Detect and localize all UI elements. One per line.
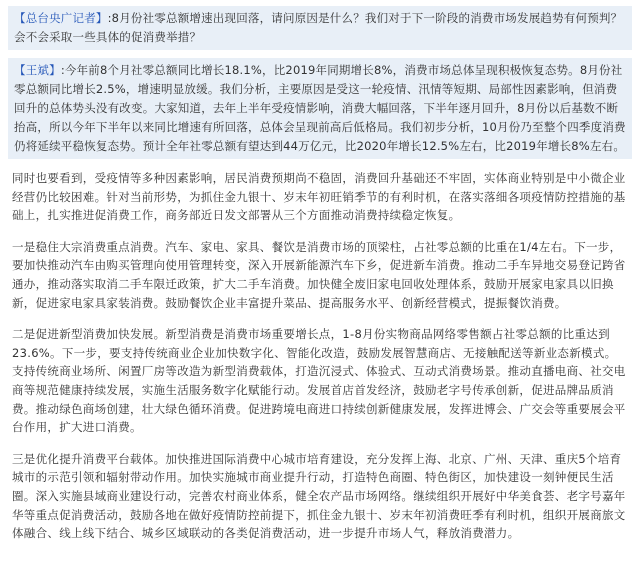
answer-text: :今年前8个月社零总额同比增长18.1%，比2019年同期增长8%，消费市场总体呈现积极恢复态势。8月份社零总额同比增长2.5%，增速明显放缓。我们分析，主要原因是受这一轮疫情、汛情等短期、局部性因素影响，但消费回升的总体势头没有改变。大家知道，去年上半年受疫情影响，消费大幅回落，下半年逐月回升，8月份以后基数不断抬高，所以今年下半年以来同比增速有所回落，总体会呈现前高后低格局。我们初步分析，10月份乃至整个四季度消费仍将延续平稳恢复态势。预计全年社零总额有望达到44万亿元，比2020年增长12.5%左右，比2019年增长8%左右。 <box>14 63 626 153</box>
paragraph-context: 同时也要看到，受疫情等多种因素影响，居民消费预期尚不稳固，消费回升基础还不牢固，实体商业特别是中小微企业经营仍比较困难。针对当前形势，为抓住金九银十、岁末年初旺销季节的有利时机，在落实落细各项疫情防控措施的基础上，扎实推进促消费工作，商务部近日发文部署从三个方面推动消费持续稳定恢复。 <box>12 171 626 223</box>
question-text: :8月份社零总额增速出现回落，请问原因是什么？我们对于下一阶段的消费市场发展趋势有何预判？会不会采取一些具体的促消费举措？ <box>14 11 623 44</box>
paragraph-measure-1: 一是稳住大宗消费重点消费。汽车、家电、家具、餐饮是消费市场的顶梁柱，占社零总额的比重在1/4左右。下一步，要加快推动汽车由购买管理向使用管理转变，深入开展新能源汽车下乡，促进新车消费。推动二手车异地交易登记跨省通办，推动落实取消二手车限迁政策，扩大二手车消费。加快健全废旧家电回收处理体系，鼓励开展家电家具以旧换新，促进家电家具家装消费。鼓励餐饮企业丰富提升菜品、提高服务水平、创新经营模式，提振餐饮消费。 <box>12 239 626 310</box>
question-speaker: 【总台央广记者】 <box>14 11 108 25</box>
paragraph-measure-2: 二是促进新型消费加快发展。新型消费是消费市场重要增长点，1-8月份实物商品网络零售额占社零总额的比重达到23.6%。下一步，要支持传统商业企业加快数字化、智能化改造，鼓励发展智慧商店、无接触配送等新业态新模式。支持传统商业场所、闲置厂房等改造为新型消费载体，打造沉浸式、体验式、互动式消费场景。推动直播电商、社交电商等规范健康持续发展，实施生活服务数字化赋能行动。发展首店首发经济，鼓励老字号传承创新，促进品牌品质消费。推动绿色商场创建，壮大绿色循环消费。促进跨境电商进口持续创新健康发展，发挥进博会、广交会等重要展会平台作用，扩大进口消费。 <box>12 327 626 435</box>
answer-speaker: 【王斌】 <box>14 63 61 77</box>
question-block <box>8 6 632 50</box>
paragraph-measure-3: 三是优化提升消费平台载体。加快推进国际消费中心城市培育建设，充分发挥上海、北京、广州、天津、重庆5个培育城市的示范引领和辐射带动作用。加快实施城市商业提升行动，打造特色商圈、特色街区，加快建设一刻钟便民生活圈。深入实施县域商业建设行动，完善农村商业体系，健全农产品市场网络。继续组织开展好中华美食荟、老字号嘉年华等重点促消费活动，鼓励各地在做好疫情防控前提下，抓住金九银十、岁末年初消费旺季有利时机，组织开展商旅文体融合、线上线下结合、城乡区域联动的各类促消费活动，进一步提升市场人气，释放消费潜力。 <box>12 451 626 541</box>
answer-block <box>8 58 632 159</box>
